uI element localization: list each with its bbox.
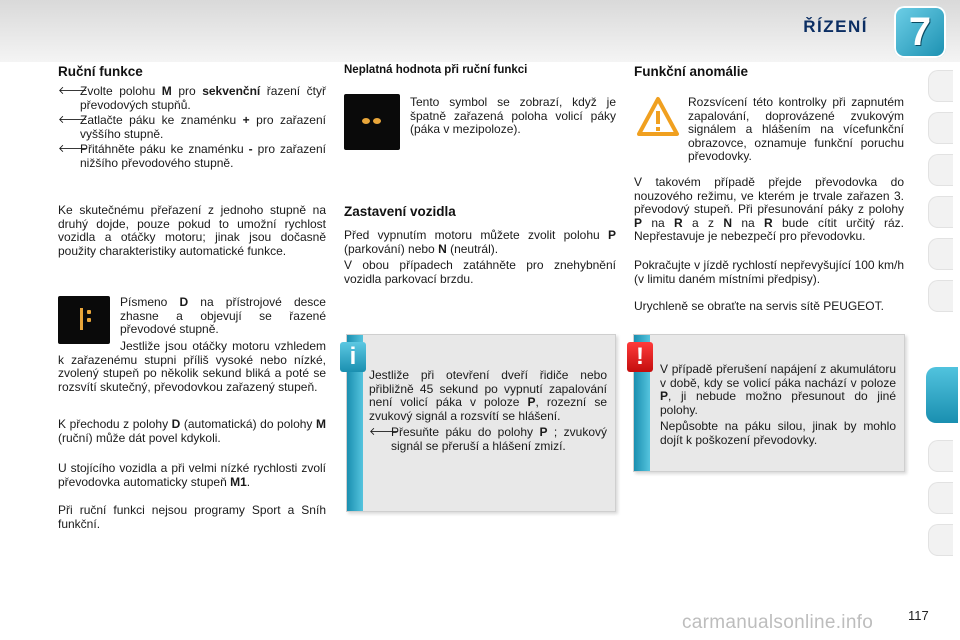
section-heading-anomalies: Funkční anomálie bbox=[634, 64, 749, 79]
chapter-number-badge bbox=[894, 6, 946, 58]
manual-para-3: Jestliže jsou otáčky motoru vzhledem k zařazenému stupni příliš vysoké nebo nízké, zvolený stupeň po několik sekund bliká a poté se rozsvítí skutečný, převodovkou zařazený stupeň. bbox=[58, 339, 326, 394]
page-header bbox=[0, 0, 960, 62]
chapter-tab[interactable] bbox=[928, 112, 953, 144]
info-icon: i bbox=[340, 342, 366, 372]
manual-bullets bbox=[58, 85, 326, 170]
chapter-tab[interactable] bbox=[928, 238, 953, 270]
manual-para-5: U stojícího vozidla a při velmi nízké rychlosti zvolí převodovka automaticky stupeň M1. bbox=[58, 461, 326, 489]
section-heading-manual: Ruční funkce bbox=[58, 64, 143, 79]
stop-para-2: V obou případech zatáhněte pro znehybnění vozidla parkovací brzdu. bbox=[344, 258, 616, 286]
chapter-tab[interactable] bbox=[928, 196, 953, 228]
chapter-tabs bbox=[928, 70, 960, 570]
list-item: 🡐 Zatlačte páku ke znaménku + pro zařazení vyššího stupně. bbox=[58, 113, 326, 141]
warning-note-text: V případě přerušení napájení z akumulátoru v době, kdy se volicí páka nachází v poloze P, ji nebude možno přesunout do jiné polohy. Nepůsobte na páku silou, jinak by mohlo dojít k poškození převodovky. bbox=[660, 362, 896, 447]
chapter-tab[interactable] bbox=[928, 482, 953, 514]
chapter-tab[interactable] bbox=[928, 280, 953, 312]
manual-para-2: Písmeno D na přístrojové desce zhasne a objevují se řazené převodové stupně. bbox=[120, 295, 326, 336]
list-item: 🡐 Zvolte polohu M pro sekvenční řazení čtyř převodových stupňů. bbox=[58, 84, 326, 112]
manual-para-4: K přechodu z polohy D (automatická) do polohy M (ruční) může dát povel kdykoli. bbox=[58, 417, 326, 445]
anomaly-para-2: V takovém případě přejde převodovka do nouzového režimu, ve kterém je trvale zařazen 3. převodový stupeň. Při přesunování páky z polohy P na R a z N na R bude cítit určitý ráz. Nepřestavuje je nebezpečí pro převodovku. bbox=[634, 175, 905, 243]
gear-display-icon bbox=[58, 296, 110, 344]
chapter-tab[interactable] bbox=[928, 440, 953, 472]
anomaly-para-1: Rozsvícení této kontrolky při zapnutém zapalování, doprovázené zvukovým signálem a hlášením na vícefunkční obrazovce, oznamuje funkční poruchu převodovky. bbox=[688, 95, 904, 163]
bullet-icon: 🡐 bbox=[58, 85, 88, 97]
stop-para-1: Před vypnutím motoru můžete zvolit polohu P (parkování) nebo N (neutrál). bbox=[344, 228, 616, 256]
bullet-icon: 🡐 bbox=[58, 143, 88, 155]
info-note-text: Jestliže při otevření dveří řidiče nebo přibližně 45 sekund po vypnutí zapalování není volicí páka v poloze P, rozezní se zvukový signál a rozsvítí se hlášení. 🡐 Přesuňte páku do polohy P ; zvukový signál se přeruší a hlášení zmizí. bbox=[369, 368, 607, 453]
chapter-number: 7 bbox=[908, 10, 932, 54]
warning-icon: ! bbox=[627, 342, 653, 372]
list-item: 🡐 Přesuňte páku do polohy P ; zvukový signál se přeruší a hlášení zmizí. bbox=[369, 425, 607, 453]
manual-para-6: Při ruční funkci nejsou programy Sport a Sníh funkční. bbox=[58, 503, 326, 531]
bullet-icon: 🡐 bbox=[58, 114, 88, 126]
bullet-icon: 🡐 bbox=[369, 426, 399, 438]
list-item: 🡐 Přitáhněte páku ke znaménku - pro zařazení nižšího převodového stupně. bbox=[58, 142, 326, 170]
chapter-tab[interactable] bbox=[928, 524, 953, 556]
section-heading-invalid: Neplatná hodnota při ruční funkci bbox=[344, 64, 528, 76]
invalid-symbol-icon bbox=[344, 94, 400, 150]
manual-para-1: Ke skutečnému přeřazení z jednoho stupně na druhý dojde, pouze pokud to umožní rychlost vozidla a otáčky motoru; jinak jsou dočasně použity charakteristiky automatické funkce. bbox=[58, 203, 326, 258]
info-note-box bbox=[346, 334, 616, 512]
warning-note-box bbox=[633, 334, 905, 472]
chapter-tab-active[interactable] bbox=[926, 367, 958, 423]
page-number: 117 bbox=[908, 608, 929, 623]
anomaly-para-3: Pokračujte v jízdě rychlostí nepřevyšující 100 km/h (v limitu daném místními předpisy). bbox=[634, 258, 904, 286]
chapter-title: ŘÍZENÍ bbox=[803, 17, 868, 36]
invalid-symbol-text: Tento symbol se zobrazí, když je špatně zařazená poloha volicí páky (páka v mezipoloze). bbox=[410, 95, 616, 136]
chapter-tab[interactable] bbox=[928, 70, 953, 102]
watermark: carmanualsonline.info bbox=[682, 612, 874, 633]
anomaly-para-4: Urychleně se obraťte na servis sítě PEUGEOT. bbox=[634, 299, 884, 313]
section-heading-stop: Zastavení vozidla bbox=[344, 204, 456, 219]
chapter-tab[interactable] bbox=[928, 154, 953, 186]
